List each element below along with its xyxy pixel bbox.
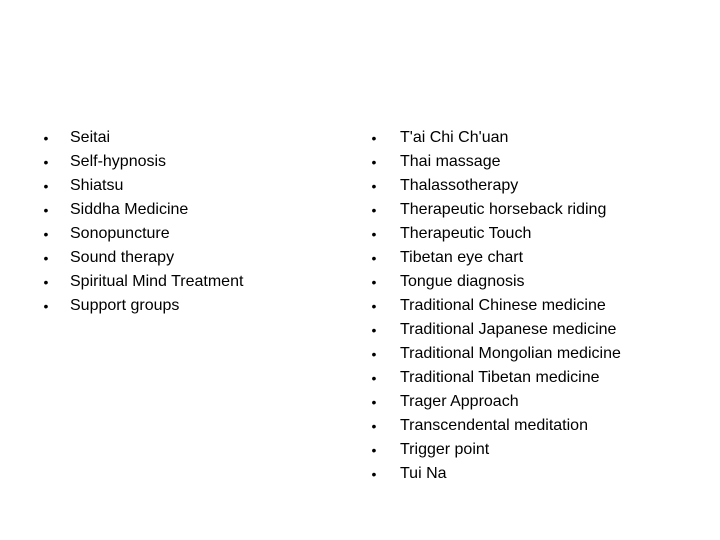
bullet-icon: • bbox=[371, 418, 377, 434]
list-item bbox=[368, 342, 708, 366]
list-item bbox=[368, 246, 708, 270]
list-item-label: Tui Na bbox=[400, 465, 447, 482]
list-item bbox=[368, 318, 708, 342]
list-item bbox=[368, 294, 708, 318]
list-item bbox=[368, 174, 708, 198]
list-item-label: Support groups bbox=[70, 297, 180, 314]
list-item bbox=[368, 150, 708, 174]
list-item bbox=[368, 198, 708, 222]
list-item bbox=[40, 150, 340, 174]
bullet-icon: • bbox=[43, 298, 49, 314]
list-item-label: Self-hypnosis bbox=[70, 153, 167, 170]
list-item-label: Traditional Chinese medicine bbox=[400, 297, 606, 314]
bullet-icon: • bbox=[43, 202, 49, 218]
bullet-icon: • bbox=[371, 202, 377, 218]
list-item bbox=[368, 414, 708, 438]
list-item bbox=[40, 198, 340, 222]
list-item-label: Shiatsu bbox=[70, 177, 124, 194]
list-item-label: Seitai bbox=[70, 129, 111, 146]
list-item-label: Siddha Medicine bbox=[70, 201, 189, 218]
list-item-label: Tibetan eye chart bbox=[400, 249, 524, 266]
list-item-label: Trigger point bbox=[400, 441, 490, 458]
bullet-icon: • bbox=[371, 394, 377, 410]
list-item-label: Traditional Japanese medicine bbox=[400, 321, 617, 338]
bullet-icon: • bbox=[371, 346, 377, 362]
bullet-icon: • bbox=[43, 154, 49, 170]
list-item-label: Therapeutic horseback riding bbox=[400, 201, 607, 218]
list-item bbox=[368, 390, 708, 414]
bullet-icon: • bbox=[43, 178, 49, 194]
bullet-icon: • bbox=[371, 250, 377, 266]
list-item-label: T'ai Chi Ch'uan bbox=[400, 129, 509, 146]
list-item bbox=[368, 462, 708, 486]
bullet-icon: • bbox=[371, 370, 377, 386]
list-item-label: Thai massage bbox=[400, 153, 501, 170]
list-item-label: Spiritual Mind Treatment bbox=[70, 273, 244, 290]
list-item bbox=[40, 270, 340, 294]
right-bullet-list bbox=[368, 126, 708, 486]
bullet-icon: • bbox=[43, 274, 49, 290]
list-item bbox=[368, 270, 708, 294]
list-item bbox=[40, 174, 340, 198]
list-item bbox=[368, 366, 708, 390]
bullet-icon: • bbox=[371, 274, 377, 290]
list-item-label: Trager Approach bbox=[400, 393, 519, 410]
bullet-icon: • bbox=[371, 466, 377, 482]
list-item bbox=[368, 222, 708, 246]
list-item-label: Traditional Mongolian medicine bbox=[400, 345, 621, 362]
bullet-icon: • bbox=[43, 226, 49, 242]
list-item bbox=[40, 294, 340, 318]
bullet-icon: • bbox=[371, 298, 377, 314]
list-item-label: Thalassotherapy bbox=[400, 177, 519, 194]
list-item-label: Tongue diagnosis bbox=[400, 273, 525, 290]
list-item bbox=[368, 438, 708, 462]
bullet-icon: • bbox=[43, 250, 49, 266]
bullet-icon: • bbox=[371, 322, 377, 338]
list-item bbox=[40, 246, 340, 270]
list-item-label: Sonopuncture bbox=[70, 225, 170, 242]
list-item-label: Traditional Tibetan medicine bbox=[400, 369, 600, 386]
list-item-label: Sound therapy bbox=[70, 249, 175, 266]
left-bullet-list bbox=[40, 126, 340, 318]
list-item-label: Therapeutic Touch bbox=[400, 225, 532, 242]
bullet-icon: • bbox=[371, 226, 377, 242]
bullet-icon: • bbox=[371, 178, 377, 194]
list-item bbox=[40, 222, 340, 246]
list-item bbox=[40, 126, 340, 150]
bullet-icon: • bbox=[371, 154, 377, 170]
list-item-label: Transcendental meditation bbox=[400, 417, 588, 434]
bullet-icon: • bbox=[371, 130, 377, 146]
bullet-icon: • bbox=[43, 130, 49, 146]
bullet-icon: • bbox=[371, 442, 377, 458]
list-item bbox=[368, 126, 708, 150]
